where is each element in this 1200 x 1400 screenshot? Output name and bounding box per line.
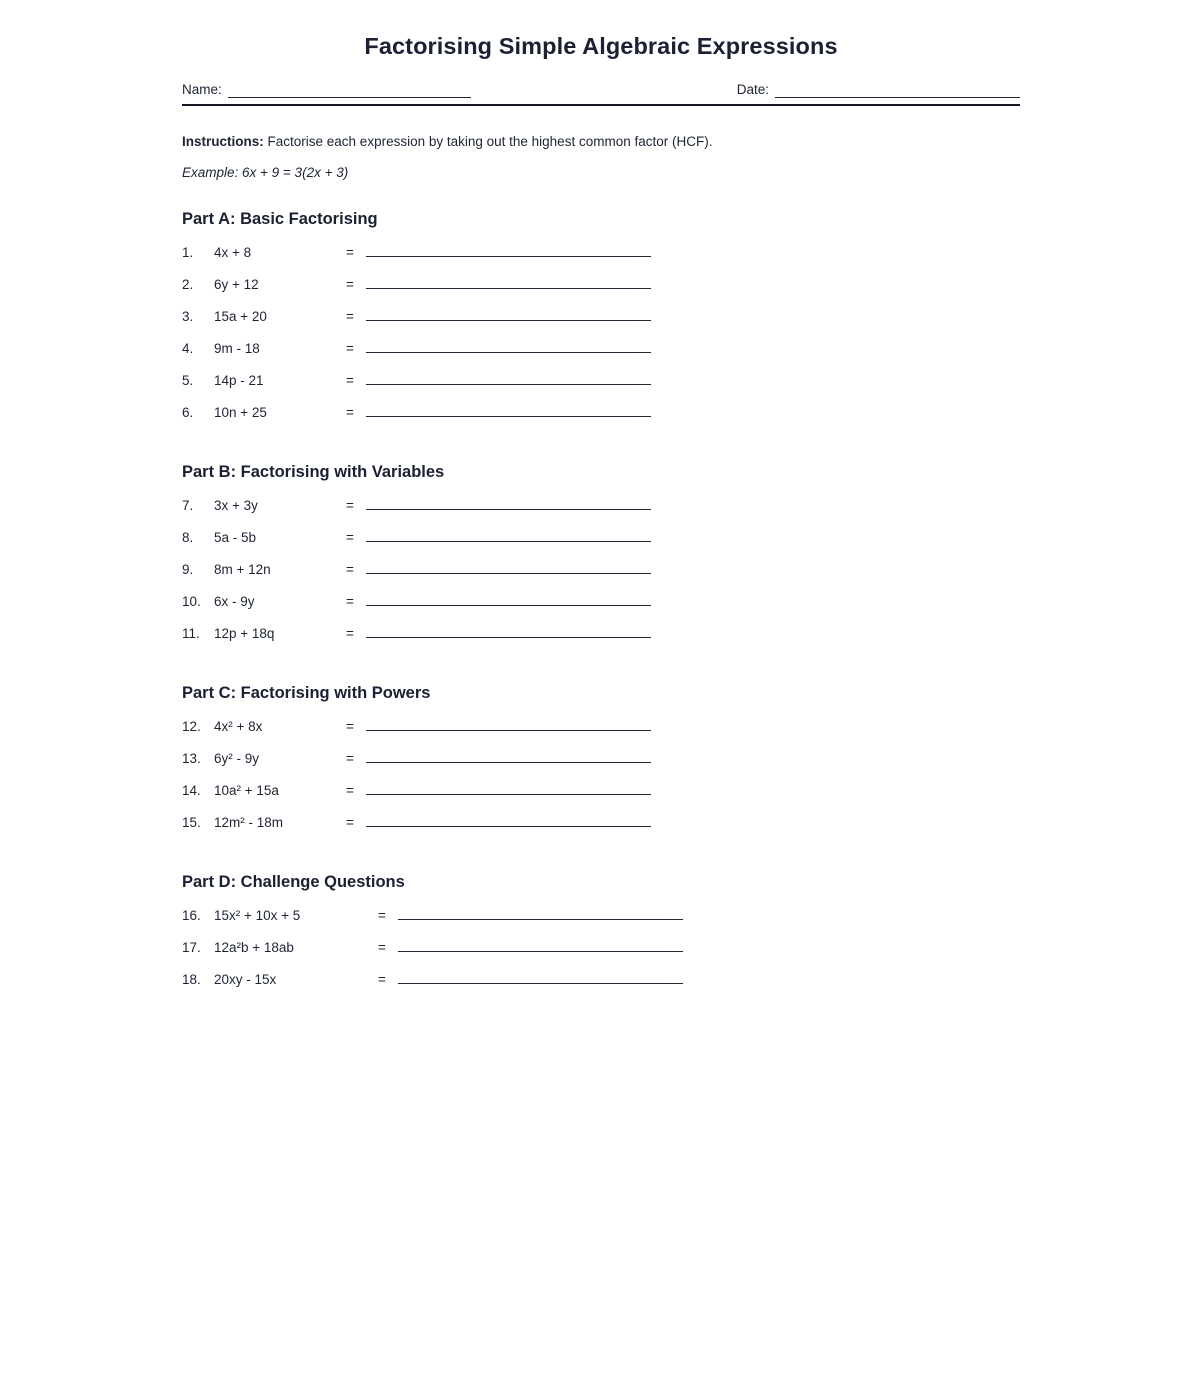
question-number: 13. <box>182 750 201 766</box>
question-expression: 6y² - 9y <box>214 750 260 766</box>
question-row <box>182 715 1020 747</box>
answer-line[interactable] <box>366 273 651 289</box>
question-row <box>182 747 1020 779</box>
question-list-part-d <box>182 904 1020 1000</box>
answer-line[interactable] <box>398 904 683 920</box>
question-number: 11. <box>182 625 200 641</box>
equals-sign: = <box>346 244 354 260</box>
equals-sign: = <box>346 308 354 324</box>
question-expression: 20xy - 15x <box>214 971 277 987</box>
question-number: 9. <box>182 561 194 577</box>
question-expression: 6y + 12 <box>214 276 259 292</box>
question-number: 4. <box>182 340 194 356</box>
question-row <box>182 811 1020 843</box>
question-expression: 12p + 18q <box>214 625 275 641</box>
date-field-group <box>737 82 1020 98</box>
answer-line[interactable] <box>366 337 651 353</box>
equals-sign: = <box>378 939 386 955</box>
equals-sign: = <box>346 782 354 798</box>
question-expression: 14p - 21 <box>214 372 264 388</box>
equals-sign: = <box>378 971 386 987</box>
question-row <box>182 590 1020 622</box>
answer-line[interactable] <box>366 526 651 542</box>
equals-sign: = <box>346 593 354 609</box>
question-row <box>182 305 1020 337</box>
instructions-label: Instructions: <box>182 134 264 149</box>
section-part-d <box>182 873 1020 1000</box>
question-expression: 8m + 12n <box>214 561 271 577</box>
answer-line[interactable] <box>366 558 651 574</box>
example-text: Example: 6x + 9 = 3(2x + 3) <box>182 164 349 180</box>
answer-line[interactable] <box>366 811 651 827</box>
question-row <box>182 273 1020 305</box>
question-row <box>182 779 1020 811</box>
question-number: 15. <box>182 814 201 830</box>
question-list-part-b <box>182 494 1020 654</box>
answer-line[interactable] <box>366 241 651 257</box>
section-part-c <box>182 684 1020 843</box>
question-row <box>182 369 1020 401</box>
equals-sign: = <box>346 497 354 513</box>
question-row <box>182 622 1020 654</box>
answer-line[interactable] <box>366 590 651 606</box>
section-title-part-c: Part C: Factorising with Powers <box>182 683 431 702</box>
equals-sign: = <box>346 372 354 388</box>
question-expression: 6x - 9y <box>214 593 255 609</box>
section-title-part-d: Part D: Challenge Questions <box>182 872 405 891</box>
question-row <box>182 401 1020 433</box>
name-label: Name: <box>182 82 222 97</box>
question-row <box>182 936 1020 968</box>
answer-line[interactable] <box>366 305 651 321</box>
question-number: 8. <box>182 529 194 545</box>
date-input-line[interactable] <box>775 83 1020 98</box>
question-expression: 4x² + 8x <box>214 718 263 734</box>
question-list-part-a <box>182 241 1020 433</box>
question-row <box>182 968 1020 1000</box>
question-expression: 10a² + 15a <box>214 782 279 798</box>
question-row <box>182 241 1020 273</box>
name-field-group <box>182 82 471 98</box>
section-part-b <box>182 463 1020 654</box>
answer-line[interactable] <box>366 747 651 763</box>
equals-sign: = <box>346 404 354 420</box>
header-divider <box>182 104 1020 106</box>
equals-sign: = <box>346 718 354 734</box>
name-date-row <box>182 82 1020 98</box>
sections-container <box>182 210 1020 1000</box>
question-number: 12. <box>182 718 201 734</box>
question-expression: 15x² + 10x + 5 <box>214 907 301 923</box>
instructions-text: Factorise each expression by taking out the highest common factor (HCF). <box>263 134 713 149</box>
answer-line[interactable] <box>398 968 683 984</box>
question-row <box>182 526 1020 558</box>
section-title-part-b: Part B: Factorising with Variables <box>182 462 445 481</box>
instructions-paragraph <box>182 132 1020 151</box>
answer-line[interactable] <box>366 401 651 417</box>
question-row <box>182 904 1020 936</box>
question-number: 3. <box>182 308 194 324</box>
question-expression: 12a²b + 18ab <box>214 939 294 955</box>
section-title-part-a: Part A: Basic Factorising <box>182 209 378 228</box>
equals-sign: = <box>346 625 354 641</box>
answer-line[interactable] <box>366 779 651 795</box>
question-list-part-c <box>182 715 1020 843</box>
question-number: 6. <box>182 404 194 420</box>
section-part-a <box>182 210 1020 433</box>
equals-sign: = <box>346 814 354 830</box>
question-number: 18. <box>182 971 201 987</box>
answer-line[interactable] <box>366 715 651 731</box>
equals-sign: = <box>346 340 354 356</box>
question-expression: 12m² - 18m <box>214 814 284 830</box>
question-number: 10. <box>182 593 201 609</box>
question-number: 7. <box>182 497 194 513</box>
equals-sign: = <box>378 907 386 923</box>
question-expression: 5a - 5b <box>214 529 257 545</box>
question-number: 14. <box>182 782 201 798</box>
question-expression: 3x + 3y <box>214 497 258 513</box>
equals-sign: = <box>346 561 354 577</box>
equals-sign: = <box>346 750 354 766</box>
question-row <box>182 337 1020 369</box>
date-label: Date: <box>736 82 769 97</box>
question-number: 2. <box>182 276 194 292</box>
page-title: Factorising Simple Algebraic Expressions <box>364 33 838 59</box>
question-number: 5. <box>182 372 194 388</box>
question-expression: 10n + 25 <box>214 404 267 420</box>
equals-sign: = <box>346 276 354 292</box>
question-expression: 9m - 18 <box>214 340 260 356</box>
answer-line[interactable] <box>366 494 651 510</box>
equals-sign: = <box>346 529 354 545</box>
question-expression: 4x + 8 <box>214 244 252 260</box>
question-row <box>182 558 1020 590</box>
answer-line[interactable] <box>398 936 683 952</box>
question-number: 1. <box>182 244 194 260</box>
answer-line[interactable] <box>366 622 651 638</box>
name-input-line[interactable] <box>228 83 471 98</box>
question-row <box>182 494 1020 526</box>
question-number: 16. <box>182 907 201 923</box>
question-expression: 15a + 20 <box>214 308 267 324</box>
question-number: 17. <box>182 939 201 955</box>
answer-line[interactable] <box>366 369 651 385</box>
